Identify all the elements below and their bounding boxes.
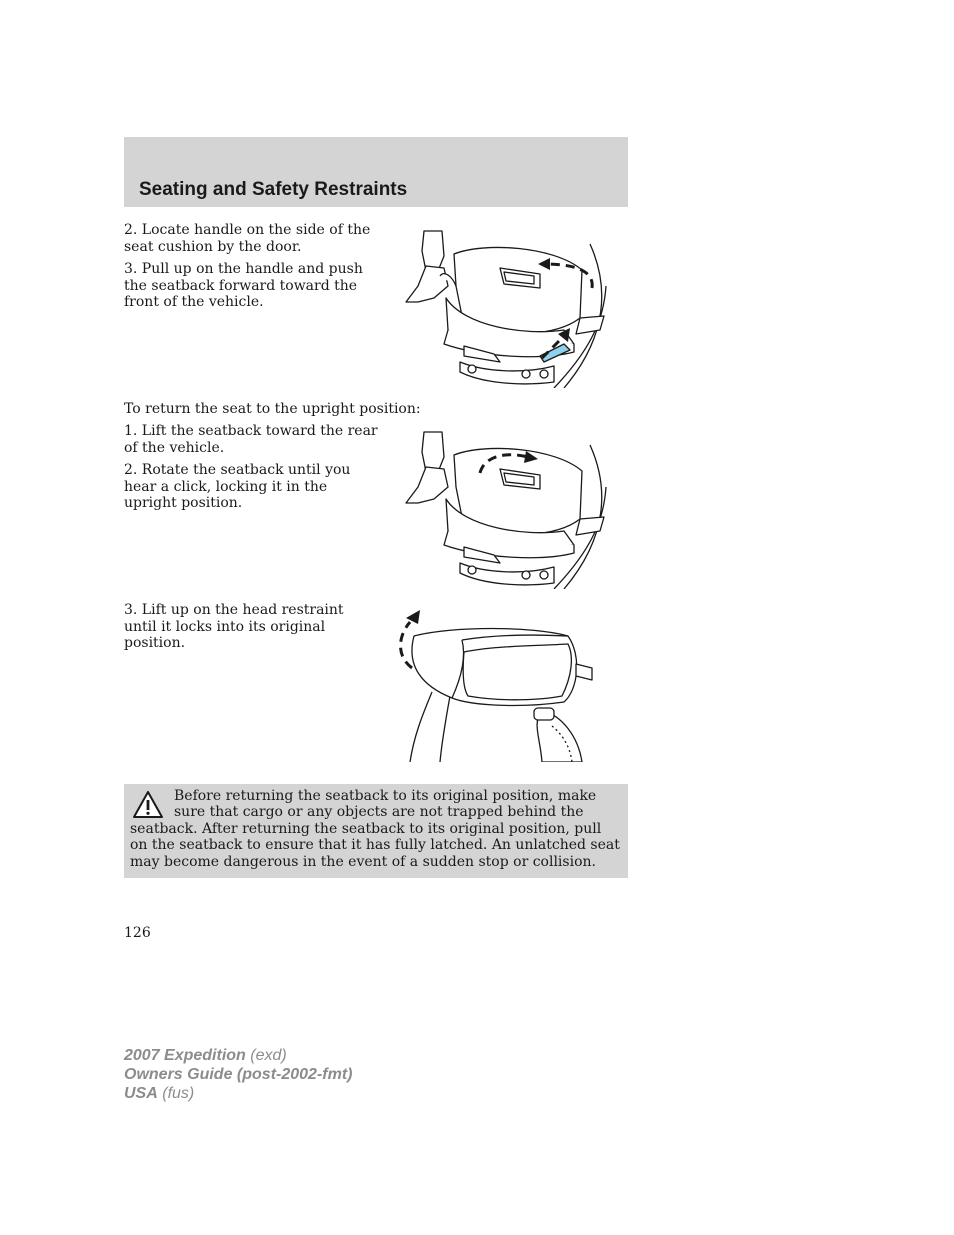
warning-box <box>124 784 628 878</box>
footer-line-1 <box>124 1046 352 1065</box>
footer-line-3 <box>124 1084 352 1103</box>
page-number: 126 <box>124 925 151 941</box>
section-header-band <box>124 137 628 207</box>
footer-market-code: (fus) <box>162 1085 195 1102</box>
head-restraint-illustration <box>392 606 602 762</box>
instructions-return <box>124 401 424 424</box>
warning-triangle-icon <box>132 790 164 820</box>
step-3-text: 3. Pull up on the handle and push the seatback forward toward the front of the vehicle. <box>124 261 363 310</box>
section-title: Seating and Safety Restraints <box>139 179 408 200</box>
footer-line-2 <box>124 1065 352 1084</box>
footer-model-code: (exd) <box>250 1047 287 1064</box>
footer-guide: Owners Guide (post-2002-fmt) <box>124 1066 353 1083</box>
warning-text: Before returning the seatback to its original position, make sure that cargo or any objects are not trapped behind the seatback. After returning the seatback to its original position, pull on the seatback to ensure that it has fully latched. An unlatched seat may become dangerous in the event of a sudden stop or collision. <box>130 788 620 870</box>
instructions-fold <box>124 222 374 317</box>
seat-upright-illustration <box>404 427 610 589</box>
footer-model: 2007 Expedition <box>124 1047 246 1064</box>
head-restraint-step-text: 3. Lift up on the head restraint until it locks into its original position. <box>124 602 344 651</box>
instructions-return-steps <box>124 423 379 518</box>
footer-market: USA <box>124 1085 158 1102</box>
return-step-1-text: 1. Lift the seatback toward the rear of the vehicle. <box>124 423 378 456</box>
step-2-text: 2. Locate handle on the side of the seat cushion by the door. <box>124 222 371 255</box>
document-footer <box>124 1046 352 1103</box>
return-step-2-text: 2. Rotate the seatback until you hear a click, locking it in the upright position. <box>124 462 351 511</box>
return-intro-text: To return the seat to the upright position: <box>124 401 421 417</box>
seat-fold-illustration <box>404 226 610 388</box>
instructions-head-restraint <box>124 602 379 658</box>
